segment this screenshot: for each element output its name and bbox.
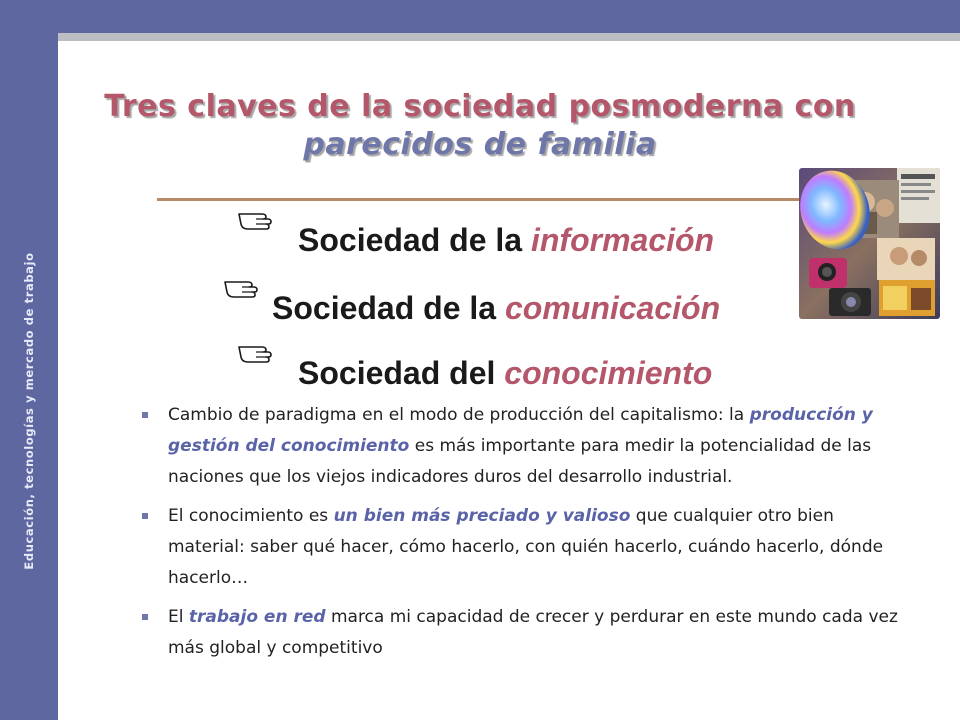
bullet-list — [138, 400, 908, 664]
emphasis-text: un bien más preciado y valioso — [333, 506, 631, 526]
heading-prefix: Sociedad del — [298, 355, 505, 391]
top-frame-shadow — [58, 33, 960, 41]
heading-conocimiento — [298, 353, 712, 393]
title-line-1: Tres claves de la sociedad posmoderna con — [104, 89, 856, 124]
pointing-hand-icon — [238, 339, 278, 365]
heading-keyword: conocimiento — [504, 355, 713, 391]
slide-title — [80, 88, 880, 164]
list-item: El trabajo en red marca mi capacidad de crecer y perdurar en este mundo cada vez más global y competitivo — [138, 602, 908, 664]
bullet-square-icon — [142, 614, 148, 620]
emphasis-text: trabajo en red — [188, 607, 326, 627]
heading-keyword: información — [530, 222, 715, 258]
bullet-square-icon — [142, 412, 148, 418]
sidebar-caption: Educación, tecnologías y mercado de trabajo — [22, 252, 36, 570]
pointing-hand-icon — [238, 206, 278, 232]
heading-prefix: Sociedad de la — [272, 290, 505, 326]
media-collage-image — [799, 168, 940, 319]
heading-keyword: comunicación — [504, 290, 721, 326]
title-line-2: parecidos de familia — [303, 127, 657, 162]
title-divider — [157, 198, 804, 201]
pointing-hand-icon — [224, 274, 264, 300]
list-item: Cambio de paradigma en el modo de producción del capitalismo: la producción y gestión del conocimiento es más importante para medir la potencialidad de las naciones que los viejos indicadores duros del desarrollo industrial. — [138, 400, 908, 493]
heading-comunicacion — [272, 288, 720, 328]
bullet-square-icon — [142, 513, 148, 519]
heading-informacion — [298, 220, 714, 260]
top-frame-bar — [0, 0, 960, 33]
list-item: El conocimiento es un bien más preciado y valioso que cualquier otro bien material: saber qué hacer, cómo hacerlo, con quién hacerlo, cuándo hacerlo, dónde hacerlo… — [138, 501, 908, 594]
emphasis-text: producción y gestión del conocimiento — [168, 405, 873, 456]
heading-prefix: Sociedad de la — [298, 222, 531, 258]
